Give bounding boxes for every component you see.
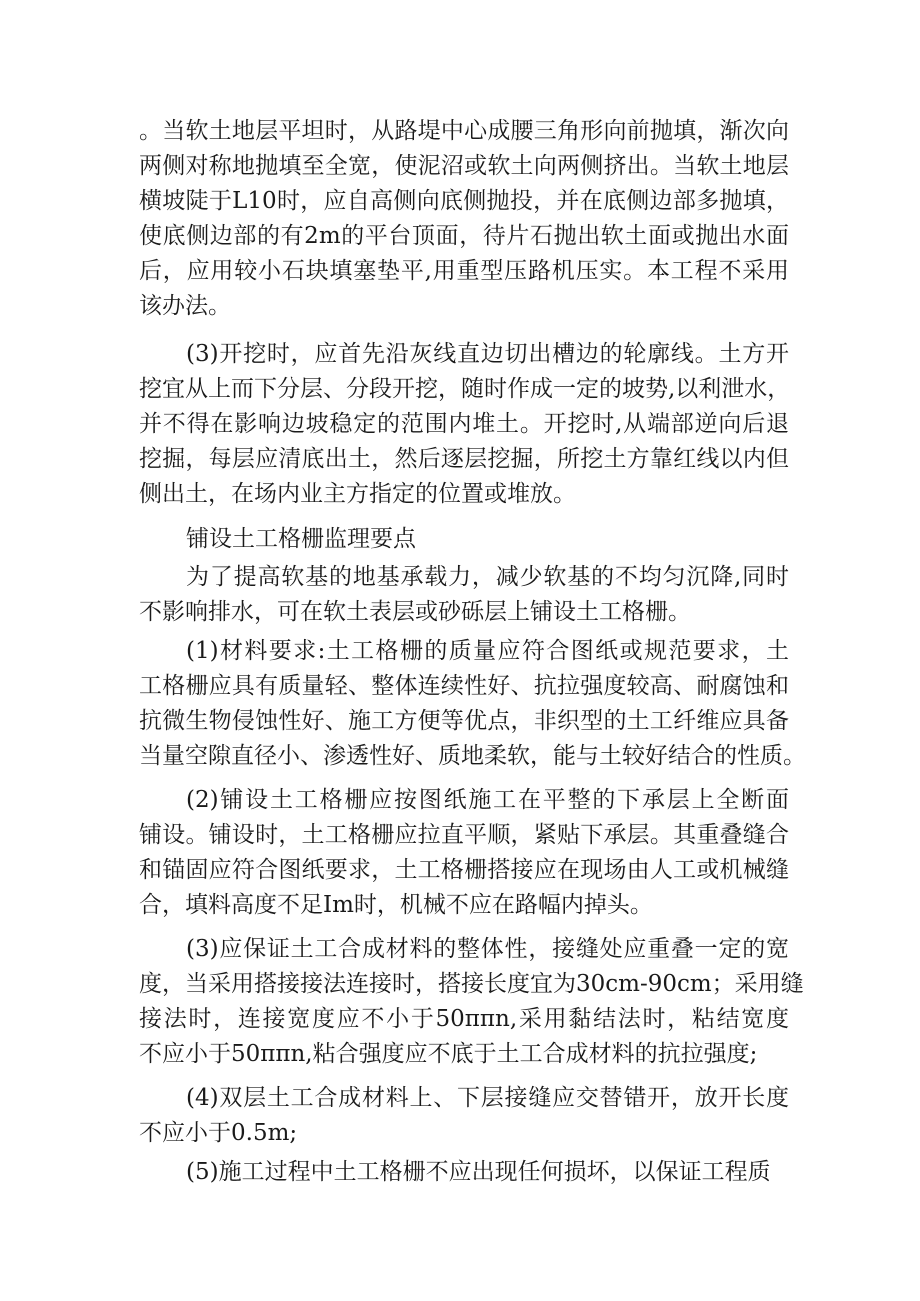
paragraph-geogrid-intro — [139, 560, 789, 630]
text-line: (1)材料要求:土工格栅的质量应符合图纸或规范要求，土 — [186, 638, 789, 664]
text-line: 侧出土，在场内业主方指定的位置或堆放。 — [139, 481, 576, 507]
text-line: 横坡陡于L10时，应自高侧向底侧抛投，并在底侧边部多抛填， — [139, 188, 789, 214]
text-line: 抗微生物侵蚀性好、施工方便等优点，非织型的土工纤维应具备 — [139, 708, 789, 734]
text-line: 和锚固应符合图纸要求，土工格栅搭接应在现场由人工或机械缝 — [139, 857, 789, 883]
text-line: 当量空隙直径小、渗透性好、质地柔软，能与土较好结合的性质。 — [139, 743, 806, 769]
section-heading: 铺设土工格栅监理要点 — [186, 526, 416, 552]
text-line: 度，当采用搭接接法连接时，搭接长度宜为30cm-90cm；采用缝 — [139, 971, 804, 997]
paragraph-construction-damage — [139, 1155, 789, 1190]
paragraph-excavation — [139, 337, 789, 512]
text-line: 铺设。铺设时，土工格栅应拉直平顺，紧贴下承层。其重叠缝合 — [139, 822, 789, 848]
text-line: (5)施工过程中土工格栅不应出现任何损坏，以保证工程质 — [186, 1159, 771, 1185]
paragraph-material-requirements — [139, 634, 806, 774]
text-line: 后，应用较小石块填塞垫平,用重型压路机压实。本工程不采用 — [139, 258, 789, 284]
paragraph-laying-geogrid — [139, 783, 789, 923]
paragraph-joint-integrity — [139, 932, 804, 1072]
text-line: (4)双层土工合成材料上、下层接缝应交替错开，放开长度 — [186, 1085, 789, 1111]
text-line: 使底侧边部的有2m的平台顶面，待片石抛出软土面或抛出水面 — [139, 223, 789, 249]
text-line: 并不得在影响边坡稳定的范围内堆土。开挖时,从端部逆向后退 — [139, 411, 789, 437]
text-line: 合，填料高度不足Im时，机械不应在路幅内掉头。 — [139, 892, 653, 918]
text-line: 。当软土地层平坦时，从路堤中心成腰三角形向前抛填，渐次向 — [139, 118, 789, 144]
text-line: 两侧对称地抛填至全宽，使泥沼或软土向两侧挤出。当软土地层 — [139, 153, 789, 179]
text-line: 为了提高软基的地基承载力，减少软基的不均匀沉降,同时 — [186, 564, 789, 590]
text-line: (3)应保证土工合成材料的整体性，接缝处应重叠一定的宽 — [186, 936, 789, 962]
text-line: 不影响排水，可在软土表层或砂砾层上铺设土工格栅。 — [139, 599, 691, 625]
text-line: 不应小于0.5m; — [139, 1120, 298, 1146]
text-line: 挖掘，每层应清底出土，然后逐层挖掘，所挖土方靠红线以内但 — [139, 446, 789, 472]
text-line: 工格栅应具有质量轻、整体连续性好、抗拉强度较高、耐腐蚀和 — [139, 673, 789, 699]
text-line: (3)开挖时，应首先沿灰线直边切出槽边的轮廓线。土方开 — [186, 341, 789, 367]
text-line: (2)铺设土工格栅应按图纸施工在平整的下承层上全断面 — [186, 787, 789, 813]
text-line: 该办法。 — [139, 293, 231, 319]
section-heading-geogrid — [139, 522, 789, 557]
paragraph-soft-soil-filling — [139, 114, 789, 324]
text-line: 接法时，连接宽度应不小于50ππn,采用黏结法时，粘结宽度 — [139, 1006, 789, 1032]
text-line: 挖宜从上而下分层、分段开挖，随时作成一定的坡势,以利泄水， — [139, 376, 791, 402]
paragraph-double-layer — [139, 1081, 789, 1151]
text-line: 不应小于50ππn,粘合强度应不底于土工合成材料的抗拉强度; — [139, 1041, 758, 1067]
